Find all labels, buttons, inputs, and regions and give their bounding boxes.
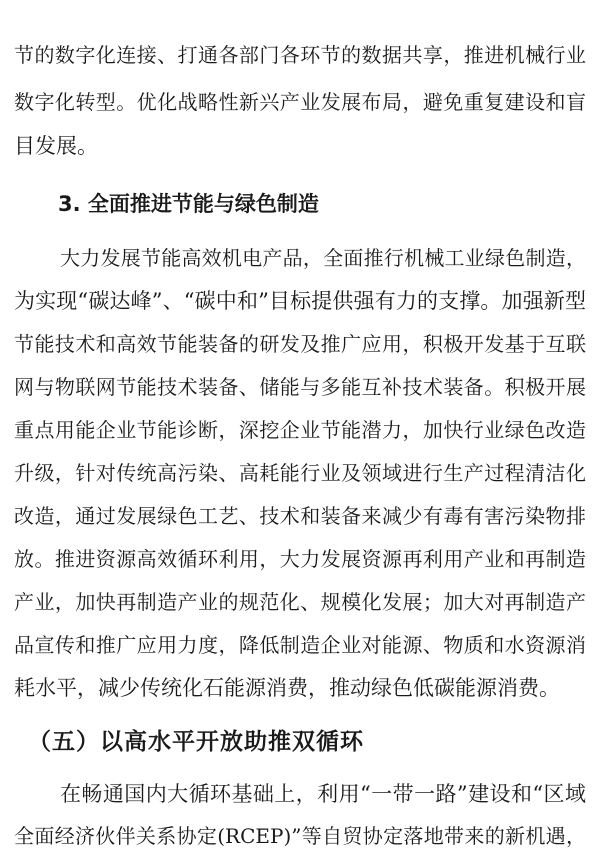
text-line: 放。推进资源高效循环利用，大力发展资源再利用产业和再制造 [14,547,586,571]
text-line: 节的数字化连接、打通各部门各环节的数据共享，推进机械行业 [14,43,586,67]
text-line: 产业，加快再制造产业的规范化、规模化发展；加大对再制造产 [14,590,586,614]
text-line: 网与物联网节能技术装备、储能与多能互补技术装备。积极开展 [14,375,586,399]
text-line: 在畅通国内大循环基础上，利用“一带一路”建设和“区域 [60,782,586,806]
text-line: 升级，针对传统高污染、高耗能行业及领域进行生产过程清洁化 [14,461,586,485]
text-line: 节能技术和高效节能装备的研发及推广应用，积极开发基于互联 [14,332,586,356]
section-heading-5: （五）以高水平开放助推双循环 [28,729,364,755]
text-line: 品宣传和推广应用力度，降低制造企业对能源、物质和水资源消 [14,633,586,657]
text-line: 改造，通过发展绿色工艺、技术和装备来减少有毒有害污染物排 [14,504,586,528]
text-line: 为实现“碳达峰”、“碳中和”目标提供强有力的支撑。加强新型 [14,289,586,313]
text-line: 大力发展节能高效机电产品，全面推行机械工业绿色制造， [60,246,586,270]
text-line: 重点用能企业节能诊断，深挖企业节能潜力，加快行业绿色改造 [14,418,586,442]
text-line: 目发展。 [14,134,98,158]
text-line: 数字化转型。优化战略性新兴产业发展布局，避免重复建设和盲 [14,90,586,114]
text-line: 全面经济伙伴关系协定(RCEP)”等自贸协定落地带来的新机遇， [14,824,586,848]
section-heading-3: 3. 全面推进节能与绿色制造 [58,192,319,216]
text-line: 耗水平，减少传统化石能源消费，推动绿色低碳能源消费。 [14,676,560,700]
